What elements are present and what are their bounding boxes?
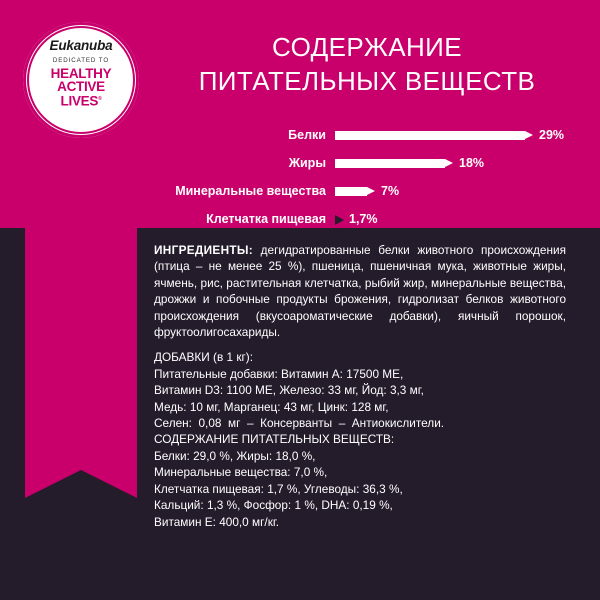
page-title <box>152 30 582 98</box>
bar-fill <box>335 131 525 140</box>
ingredients-body: дегидратированные белки животного происхождения (птица – не менее 25 %), пшеница, пшеничная мука, животные жиры, ячмень, рис, растительная клетчатка, рыбий жир, минеральные вещества, дрожжи и побочные продукты брожения, гидролизат белков животного происхождения (вкусоароматические добавки), яичный порошок, фруктоолигосахариды. <box>154 243 566 340</box>
ingredients-section <box>154 242 566 530</box>
nutrition-bar-chart <box>0 122 600 234</box>
bar-track <box>335 178 600 204</box>
bar-value: 7% <box>381 184 400 198</box>
badge-tagline: DEDICATED TO <box>52 56 110 64</box>
ribbon-tail <box>25 470 137 498</box>
badge-slogan-line-2: ACTIVE <box>57 78 105 94</box>
bar-fill <box>335 159 445 168</box>
bar-value: 18% <box>459 156 485 170</box>
nutrient-content-section <box>154 431 566 529</box>
bar-row <box>0 178 600 204</box>
nutrient-content-line: Клетчатка пищевая: 1,7 %, Углеводы: 36,3 %, <box>154 481 403 496</box>
page-title-line-1: СОДЕРЖАНИЕ <box>271 32 462 62</box>
bar-value: 29% <box>539 128 565 142</box>
bar-fill <box>335 187 367 196</box>
additives-line: Питательные добавки: Витамин А: 17500 МЕ, <box>154 366 404 381</box>
badge-slogan-line-1: HEALTHY <box>50 65 112 81</box>
additives-section <box>154 349 566 431</box>
bar-label: Белки <box>288 128 326 142</box>
page-title-line-2: ПИТАТЕЛЬНЫХ ВЕЩЕСТВ <box>198 66 536 96</box>
bar-track <box>335 122 600 148</box>
bar-track <box>335 150 600 176</box>
nutrient-content-line: Белки: 29,0 %, Жиры: 18,0 %, <box>154 448 316 463</box>
bar-track <box>335 206 600 232</box>
ingredients-paragraph <box>154 242 566 340</box>
bar-label: Клетчатка пищевая <box>206 212 326 226</box>
badge-slogan <box>51 67 112 108</box>
nutrient-content-line: Витамин Е: 400,0 мг/кг. <box>154 514 279 529</box>
bar-label: Жиры <box>288 156 326 170</box>
bar-arrow-icon <box>335 215 344 225</box>
bar-label: Минеральные вещества <box>175 184 326 198</box>
bar-row <box>0 150 600 176</box>
additives-heading: ДОБАВКИ (в 1 кг): <box>154 350 253 365</box>
nutrient-content-heading: СОДЕРЖАНИЕ ПИТАТЕЛЬНЫХ ВЕЩЕСТВ: <box>154 432 395 447</box>
registered-trademark-icon: ® <box>98 95 102 102</box>
bar-value: 1,7% <box>349 212 378 226</box>
brand-logo-badge <box>23 22 139 138</box>
badge-slogan-line-3-text: LIVES <box>60 93 99 109</box>
bar-arrow-icon <box>367 187 375 195</box>
bar-arrow-icon <box>445 159 453 167</box>
nutrient-content-line: Минеральные вещества: 7,0 %, <box>154 465 328 480</box>
additives-line: Селен: 0,08 мг – Консерванты – Антиокислители. <box>154 416 445 431</box>
bar-row <box>0 206 600 232</box>
brand-name: Eukanuba <box>49 38 113 53</box>
nutrient-content-line: Кальций: 1,3 %, Фосфор: 1 %, DHA: 0,19 %, <box>154 498 393 513</box>
additives-line: Медь: 10 мг, Марганец: 43 мг, Цинк: 128 мг, <box>154 399 389 414</box>
additives-line: Витамин D3: 1100 МЕ, Железо: 33 мг, Йод: 3,3 мг, <box>154 383 424 398</box>
bar-arrow-icon <box>525 131 533 139</box>
ingredients-heading: ИНГРЕДИЕНТЫ: <box>154 243 253 257</box>
badge-slogan-line-3 <box>51 93 112 108</box>
